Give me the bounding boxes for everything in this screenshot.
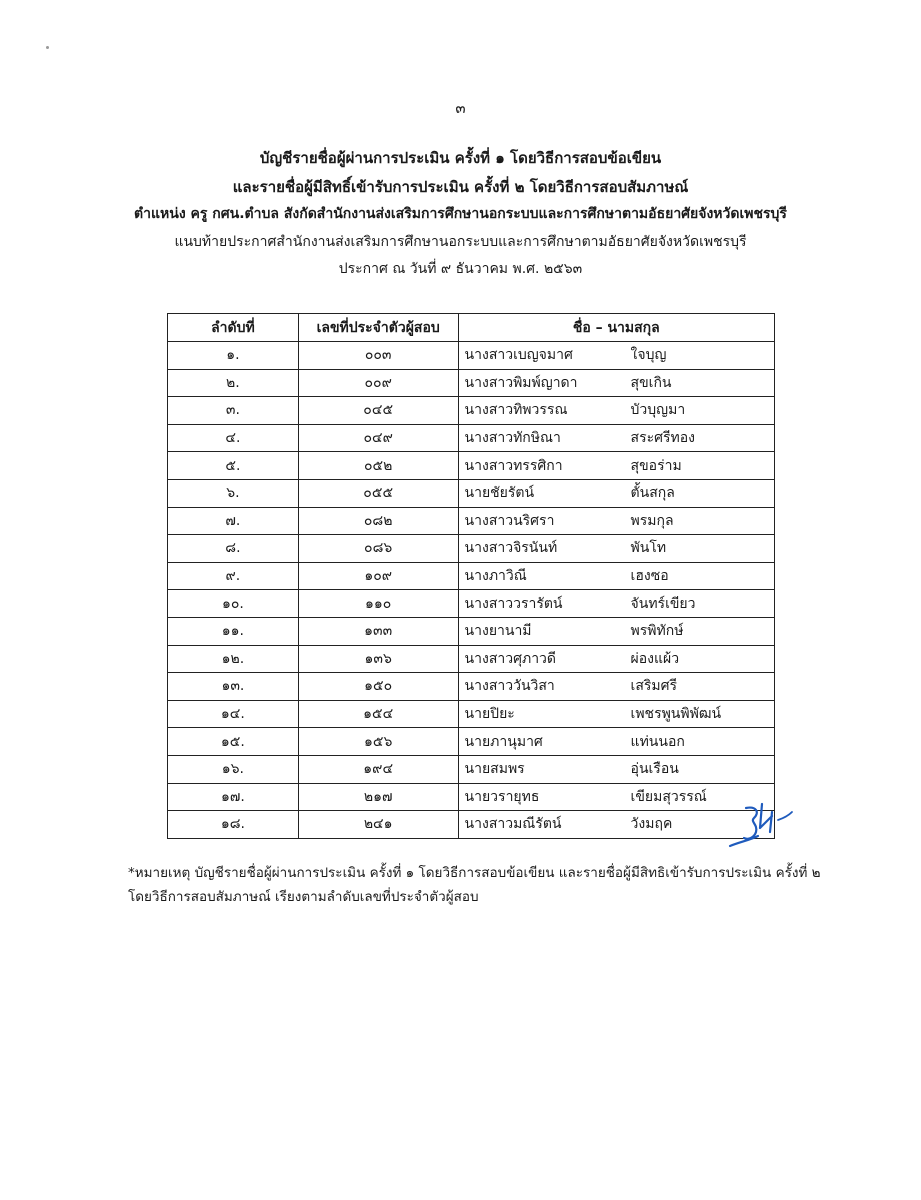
- announcement-date: ประกาศ ณ วันที่ ๙ ธันวาคม พ.ศ. ๒๕๖๓: [338, 261, 583, 277]
- footnote: [128, 861, 821, 909]
- given-name: นายวรายุทธ: [464, 788, 540, 805]
- surname: เฮงซอ: [630, 568, 669, 585]
- surname: อุ่นเรือน: [630, 761, 679, 778]
- given-name: นางสาวทักษิณา: [464, 430, 561, 447]
- surname: สุขอร่าม: [630, 457, 682, 474]
- footnote-line-1: *หมายเหตุ บัญชีรายชื่อผู้ผ่านการประเมิน ครั้งที่ ๑ โดยวิธีการสอบข้อเขียน และรายชื่อผู้มีสิทธิเข้ารับการประเมิน ครั้งที่ ๒: [128, 865, 821, 881]
- cell-name: [458, 397, 774, 425]
- header-name: ชื่อ – นามสกุล: [458, 314, 774, 342]
- surname: บัวบุญมา: [630, 402, 686, 419]
- given-name: นางสาวพิมพ์ญาดา: [464, 374, 578, 391]
- surname: สระศรีทอง: [630, 430, 696, 447]
- given-name: นางสาวทรรศิกา: [464, 457, 563, 474]
- cell-order: ๑๒.: [168, 645, 299, 673]
- cell-order: ๓.: [168, 397, 299, 425]
- table-row: [168, 507, 775, 535]
- given-name: นางสาววรารัตน์: [464, 595, 563, 612]
- cell-order: ๑๕.: [168, 728, 299, 756]
- table-row: [168, 755, 775, 783]
- given-name: นางภาวิณี: [464, 568, 527, 585]
- surname: ใจบุญ: [630, 347, 667, 364]
- cell-exam-id: ๑๐๙: [298, 562, 458, 590]
- table-row: [168, 590, 775, 618]
- cell-exam-id: ๑๓๓: [298, 617, 458, 645]
- cell-name: [458, 424, 774, 452]
- given-name: นางสาวมณีรัตน์: [464, 816, 562, 833]
- cell-exam-id: ๐๔๕: [298, 397, 458, 425]
- given-name: นางสาววันวิสา: [464, 678, 555, 695]
- table-row: [168, 728, 775, 756]
- cell-order: ๑๖.: [168, 755, 299, 783]
- header-order: ลำดับที่: [168, 314, 299, 342]
- surname: วังมฤค: [630, 816, 673, 833]
- cell-order: ๘.: [168, 535, 299, 563]
- surname: พรพิทักษ์: [630, 623, 684, 640]
- cell-exam-id: ๐๕๕: [298, 479, 458, 507]
- cell-order: ๒.: [168, 369, 299, 397]
- cell-exam-id: ๑๕๔: [298, 700, 458, 728]
- table-row: [168, 479, 775, 507]
- table-row: [168, 562, 775, 590]
- surname: เขียมสุวรรณ์: [630, 788, 707, 805]
- cell-exam-id: ๒๔๑: [298, 811, 458, 839]
- surname: สุขเกิน: [630, 374, 672, 391]
- table-row: [168, 397, 775, 425]
- cell-order: ๑๘.: [168, 811, 299, 839]
- given-name: นายปิยะ: [464, 706, 515, 723]
- cell-name: [458, 342, 774, 370]
- cell-name: [458, 452, 774, 480]
- given-name: นางสาวจิรนันท์: [464, 540, 558, 557]
- cell-order: ๙.: [168, 562, 299, 590]
- surname: พันโท: [630, 540, 667, 557]
- cell-name: [458, 562, 774, 590]
- surname: แท่นนอก: [630, 733, 685, 750]
- cell-name: [458, 673, 774, 701]
- surname: พรมกุล: [630, 512, 674, 529]
- cell-order: ๑๓.: [168, 673, 299, 701]
- cell-name: [458, 479, 774, 507]
- table-row: [168, 369, 775, 397]
- cell-exam-id: ๐๐๓: [298, 342, 458, 370]
- cell-exam-id: ๐๐๙: [298, 369, 458, 397]
- cell-exam-id: ๑๕๖: [298, 728, 458, 756]
- table-row: [168, 535, 775, 563]
- page-number: ๓: [455, 99, 466, 117]
- candidate-table: [167, 313, 775, 839]
- cell-order: ๗.: [168, 507, 299, 535]
- surname: ผ่องแผ้ว: [630, 650, 680, 667]
- document-title: บัญชีรายชื่อผู้ผ่านการประเมิน ครั้งที่ ๑ โดยวิธีการสอบข้อเขียน: [259, 149, 662, 167]
- table-header-row: [168, 314, 775, 342]
- document-subtitle: และรายชื่อผู้มีสิทธิ์เข้ารับการประเมิน ครั้งที่ ๒ โดยวิธีการสอบสัมภาษณ์: [232, 178, 689, 196]
- cell-name: [458, 535, 774, 563]
- scan-speck: [46, 46, 49, 49]
- cell-exam-id: ๐๘๖: [298, 535, 458, 563]
- cell-name: [458, 369, 774, 397]
- cell-order: ๑๔.: [168, 700, 299, 728]
- cell-order: ๑.: [168, 342, 299, 370]
- cell-name: [458, 700, 774, 728]
- cell-name: [458, 617, 774, 645]
- given-name: นายชัยรัตน์: [464, 485, 535, 502]
- table-row: [168, 783, 775, 811]
- table-row: [168, 673, 775, 701]
- table-row: [168, 811, 775, 839]
- cell-name: [458, 728, 774, 756]
- table-row: [168, 452, 775, 480]
- given-name: นางสาวนริศรา: [464, 512, 555, 529]
- given-name: นางสาวเบญจมาศ: [464, 347, 573, 364]
- header-exam-id: เลขที่ประจำตัวผู้สอบ: [298, 314, 458, 342]
- cell-order: ๑๑.: [168, 617, 299, 645]
- table-row: [168, 645, 775, 673]
- cell-order: ๑๐.: [168, 590, 299, 618]
- cell-name: [458, 590, 774, 618]
- given-name: นายสมพร: [464, 761, 525, 778]
- cell-order: ๖.: [168, 479, 299, 507]
- given-name: นางสาวศุภาวดี: [464, 650, 557, 667]
- surname: จันทร์เขียว: [630, 595, 696, 612]
- cell-exam-id: ๐๘๒: [298, 507, 458, 535]
- cell-exam-id: ๑๑๐: [298, 590, 458, 618]
- cell-name: [458, 507, 774, 535]
- given-name: นางยานามี: [464, 623, 532, 640]
- cell-exam-id: ๐๔๙: [298, 424, 458, 452]
- table-row: [168, 424, 775, 452]
- table-row: [168, 342, 775, 370]
- given-name: นายภานุมาศ: [464, 733, 543, 750]
- cell-exam-id: ๒๑๗: [298, 783, 458, 811]
- cell-exam-id: ๑๓๖: [298, 645, 458, 673]
- surname: เพชรพูนพิพัฒน์: [630, 706, 722, 723]
- annex-line: แนบท้ายประกาศสำนักงานส่งเสริมการศึกษานอกระบบและการศึกษาตามอัธยาศัยจังหวัดเพชรบุรี: [174, 234, 747, 250]
- table-row: [168, 617, 775, 645]
- cell-order: ๔.: [168, 424, 299, 452]
- cell-order: ๕.: [168, 452, 299, 480]
- cell-exam-id: ๑๕๐: [298, 673, 458, 701]
- position-line: ตำแหน่ง ครู กศน.ตำบล สังกัดสำนักงานส่งเสริมการศึกษานอกระบบและการศึกษาตามอัธยาศัยจังหวัดเพชรบุรี: [134, 206, 787, 222]
- cell-exam-id: ๑๙๔: [298, 755, 458, 783]
- cell-name: [458, 645, 774, 673]
- table-body: [168, 342, 775, 839]
- footnote-line-2: โดยวิธีการสอบสัมภาษณ์ เรียงตามลำดับเลขที่ประจำตัวผู้สอบ: [128, 889, 479, 905]
- given-name: นางสาวทิพวรรณ: [464, 402, 568, 419]
- handwritten-signature-icon: [726, 798, 798, 854]
- cell-name: [458, 755, 774, 783]
- cell-order: ๑๗.: [168, 783, 299, 811]
- surname: ตั้นสกุล: [630, 485, 675, 502]
- table-row: [168, 700, 775, 728]
- cell-exam-id: ๐๕๒: [298, 452, 458, 480]
- surname: เสริมศรี: [630, 678, 678, 695]
